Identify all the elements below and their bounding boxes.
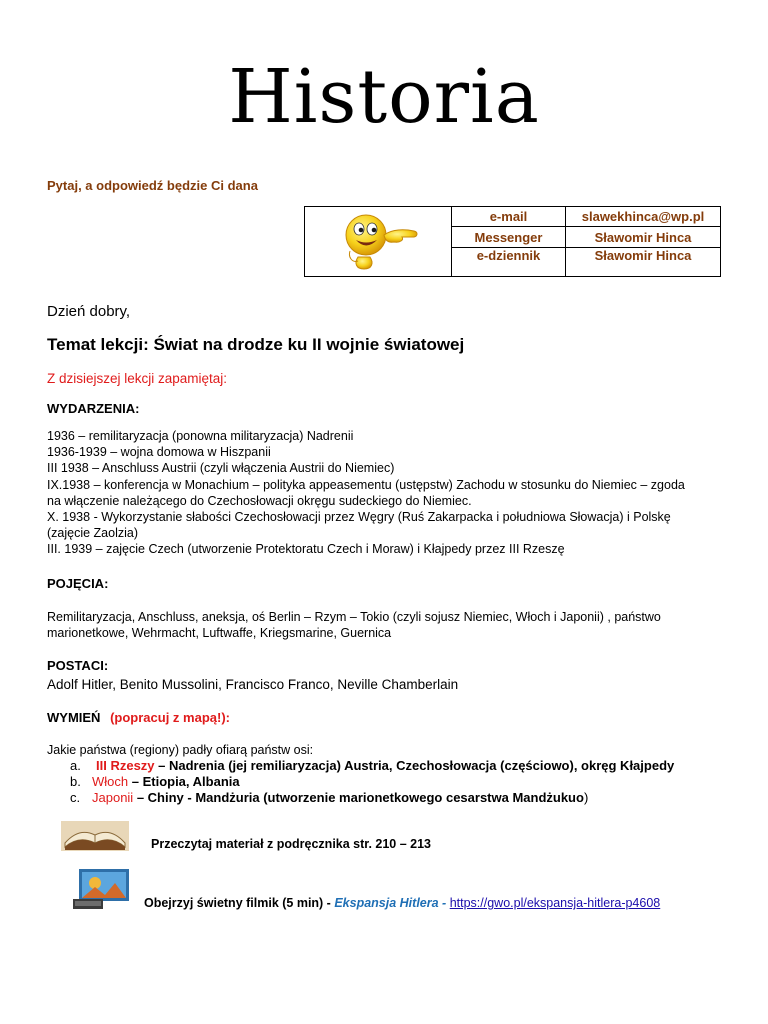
events-heading: WYDARZENIA: xyxy=(47,401,140,416)
reading-task: Przeczytaj materiał z podręcznika str. 210 – 213 xyxy=(151,837,432,851)
closing-paren: ) xyxy=(583,790,589,805)
contact-label: Messenger xyxy=(452,227,566,247)
emoji-pointing-icon xyxy=(305,207,452,277)
list-item xyxy=(70,790,674,806)
concepts-heading: POJĘCIA: xyxy=(47,576,109,591)
event-line: III 1938 – Anschluss Austrii (czyli włączenia Austrii do Niemiec) xyxy=(47,461,395,476)
page-title: Historia xyxy=(228,54,540,140)
task-heading xyxy=(47,710,230,725)
concepts-line: Remilitaryzacja, Anschluss, aneksja, oś Berlin – Rzym – Tokio (czyli sojusz Niemiec, Włoch i Japonii) , państwo xyxy=(47,610,661,624)
event-line: IX.1938 – konferencja w Monachium – polityka appeasementu (ustępstw) Zachodu w stosunku do Niemiec – zgoda xyxy=(47,477,685,492)
aggressor: III Rzeszy xyxy=(96,758,155,773)
event-line: III. 1939 – zajęcie Czech (utworzenie Protektoratu Czech i Moraw) i Kłajpedy przez III Rzeszę xyxy=(47,542,565,557)
task-hint: (popracuj z mapą!): xyxy=(110,710,230,725)
event-line: X. 1938 - Wykorzystanie słabości Czechosłowacji przez Węgry (Ruś Zakarpacka i południowa Słowacja) i Polskę xyxy=(47,510,671,525)
motto: Pytaj, a odpowiedź będzie Ci dana xyxy=(47,178,258,193)
aggressor: Włoch xyxy=(92,774,129,789)
task-title: WYMIEŃ xyxy=(47,710,101,725)
contact-label: e-dziennik xyxy=(452,247,566,276)
video-link[interactable]: https://gwo.pl/ekspansja-hitlera-p4608 xyxy=(449,896,661,910)
event-line: na włączenie należącego do Czechosłowacji okręgu sudeckiego do Niemiec. xyxy=(47,493,472,508)
lesson-topic: Temat lekcji: Świat na drodze ku II wojnie światowej xyxy=(47,335,465,354)
list-item xyxy=(70,758,674,774)
concepts-line: marionetkowe, Wehrmacht, Luftwaffe, Kriegsmarine, Guernica xyxy=(47,626,392,641)
task-question: Jakie państwa (regiony) padły ofiarą państw osi: xyxy=(47,743,314,757)
victims: – Nadrenia (jej remiliaryzacja) Austria, Czechosłowacja (częściowo), okręg Kłajpedy xyxy=(154,758,675,773)
list-item xyxy=(70,774,674,790)
concepts-list xyxy=(47,609,661,641)
greeting: Dzień dobry, xyxy=(47,303,131,320)
aggressor: Japonii xyxy=(92,790,134,805)
contact-label: e-mail xyxy=(452,207,566,227)
people-heading: POSTACI: xyxy=(47,658,109,673)
list-marker: c. xyxy=(70,790,81,805)
event-line: 1936 – remilitaryzacja (ponowna militaryzacja) Nadrenii xyxy=(47,429,354,443)
contact-value: slawekhinca@wp.pl xyxy=(566,207,721,227)
list-marker: b. xyxy=(70,774,81,789)
contact-value: Sławomir Hinca xyxy=(566,227,721,247)
video-task xyxy=(144,896,660,910)
events-list xyxy=(47,428,685,558)
event-line: 1936-1939 – wojna domowa w Hiszpanii xyxy=(47,445,271,460)
remember-heading: Z dzisiejszej lekcji zapamiętaj: xyxy=(47,371,228,386)
contact-value: Sławomir Hinca xyxy=(566,247,721,276)
people-list: Adolf Hitler, Benito Mussolini, Francisco Franco, Neville Chamberlain xyxy=(47,677,459,692)
open-book-icon xyxy=(61,821,129,856)
task-list xyxy=(70,758,674,806)
event-line: (zajęcie Zaolzia) xyxy=(47,526,139,541)
video-screen-icon xyxy=(73,869,131,914)
video-separator: - xyxy=(442,896,447,910)
contact-table xyxy=(304,206,721,277)
video-title: Ekspansja Hitlera xyxy=(334,896,439,910)
list-marker: a. xyxy=(70,758,81,773)
victims: – Etiopia, Albania xyxy=(128,774,240,789)
video-prefix: Obejrzyj świetny filmik (5 min) - xyxy=(144,896,331,910)
victims: – Chiny - Mandżuria (utworzenie marionetkowego cesarstwa Mandżukuo xyxy=(133,790,584,805)
